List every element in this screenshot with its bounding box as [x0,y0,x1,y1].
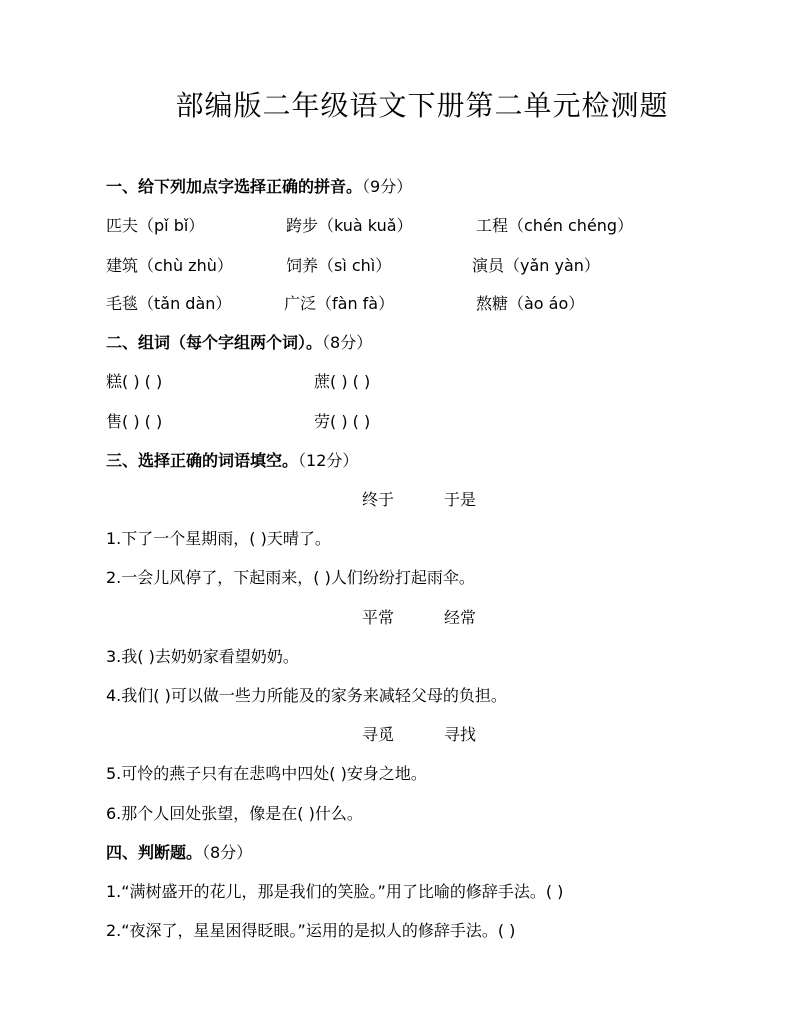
section-4-title: 四、判断题。 [106,843,203,862]
pinyin-item: 毛毯（tǎn dàn） [106,294,232,313]
section-1-heading [106,176,412,198]
word-group-item: 售( ) ( ) [106,412,163,431]
fill-blank-item: 1.下了一个星期雨，( )天晴了。 [106,529,331,548]
word-choice: 寻觅 [362,725,395,744]
fill-blank-item: 4.我们( )可以做一些力所能及的家务来减轻父母的负担。 [106,686,507,705]
word-choice: 平常 [362,608,395,627]
section-3-title: 三、选择正确的词语填空。 [106,451,299,470]
judgement-item: 2.“夜深了，星星困得眨眼。”运用的是拟人的修辞手法。( ) [106,921,516,940]
fill-blank-item: 6.那个人回处张望，像是在( )什么。 [106,804,363,823]
section-3-heading [106,450,358,472]
section-1-title: 一、给下列加点字选择正确的拼音。 [106,177,363,196]
fill-blank-item: 5.可怜的燕子只有在悲鸣中四处( )安身之地。 [106,764,427,783]
section-2-score: （8分） [322,333,373,352]
fill-blank-item: 2.一会儿风停了，下起雨来，( )人们纷纷打起雨伞。 [106,568,475,587]
pinyin-item: 跨步（kuà kuǎ） [286,216,413,235]
word-choice: 寻找 [444,725,477,744]
pinyin-item: 匹夫（pǐ bǐ） [106,216,205,235]
pinyin-item: 演员（yǎn yàn） [472,256,600,275]
word-group-item: 劳( ) ( ) [314,412,371,431]
page-title: 部编版二年级语文下册第二单元检测题 [175,89,669,122]
section-1-score: （9分） [362,177,413,196]
pinyin-item: 饲养（sì chì） [286,256,392,275]
pinyin-item: 建筑（chù zhù） [106,256,233,275]
word-group-item: 蔗( ) ( ) [314,372,371,391]
pinyin-item: 工程（chén chéng） [476,216,634,235]
fill-blank-item: 3.我( )去奶奶家看望奶奶。 [106,647,299,666]
pinyin-item: 熬糖（ào áo） [476,294,585,313]
word-choice: 终于 [362,490,395,509]
section-4-heading [106,842,252,864]
section-2-heading [106,332,372,354]
pinyin-item: 广泛（fàn fà） [284,294,395,313]
word-choice: 于是 [444,490,477,509]
word-group-item: 糕( ) ( ) [106,372,163,391]
word-choice: 经常 [444,608,477,627]
judgement-item: 1.“满树盛开的花儿，那是我们的笑脸。”用了比喻的修辞手法。( ) [106,882,564,901]
section-2-title: 二、组词（每个字组两个词）。 [106,333,323,352]
section-3-score: （12分） [298,451,359,470]
section-4-score: （8分） [202,843,253,862]
